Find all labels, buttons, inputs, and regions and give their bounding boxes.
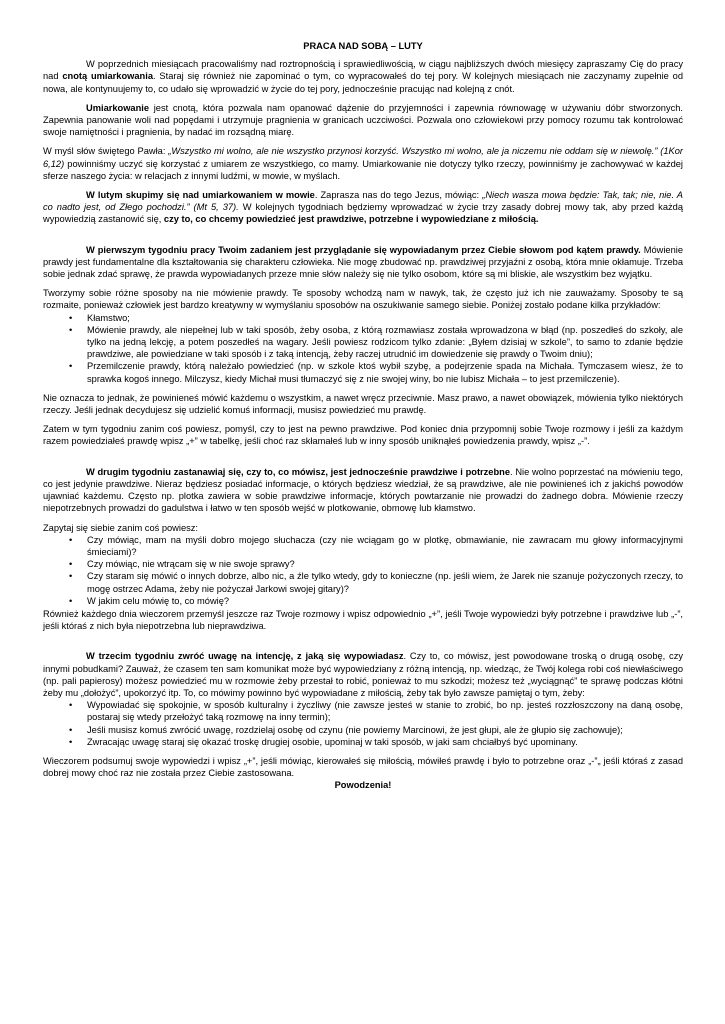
jesus-quote: „Niech wasza mowa będzie: Tak, tak; nie, nie. A co nadto jest, od Złego pochodzi.” (Mt 5, 37). [43,190,684,213]
list-item: • W jakim celu mówię to, co mówię? [87,595,683,607]
intro-text-2: . Staraj się również nie zapominać o tym, co wypracowałeś do tej pory. W kolejnych miesiącach nie zaczynamy zupełnie od nowa, ale kontynuujemy to, co udało się wprowadzić w życie do tej pory, jednocześnie pracując nad kolejną z cnót. [43,71,683,94]
week2-task-paragraph: Również każdego dnia wieczorem przemyśl jeszcze raz Twoje rozmowy i wpisz odpowiednio „+”, jeśli Twoje wypowiedzi były potrzebne i prawdziwe lub „-”, jeśli któraś z nich była niepotrzebna lub nieprawdziwa. [43,608,683,632]
section-gap [43,233,683,244]
section-gap [43,455,683,466]
week1-note-paragraph: Nie oznacza to jednak, że powinieneś mówić każdemu o wszystkim, a nawet wręcz przeciwnie. Masz prawo, a nawet obowiązek, mówienia tylko niektórych rzeczy. Jeśli jednak decydujesz się udzielić komuś informacji, musisz powiedzieć mu prawdę. [43,392,683,416]
paul-quote-paragraph [43,145,683,182]
list-item: • Mówienie prawdy, ale niepełnej lub w taki sposób, żeby osoba, z którą rozmawiasz została wprowadzona w błąd (np. poszedłeś do szkoły, ale tylko na jedną lekcję, a potem poszedłeś na wagary. Jeśli powiesz rodzicom tylko zdanie: „Byłem dzisiaj w szkole”, to samo to zdanie będzie prawdziwe, ale powiedziane w taki sposób i z taką intencją, żeby raczej utrudnić im dowiedzenie się prawdy o Twoim dniu); [87,324,683,361]
moderation-term: Umiarkowanie [86,102,150,113]
page-title: PRACA NAD SOBĄ – LUTY [303,41,423,51]
week1-list [43,312,683,385]
week1-task-paragraph: Zatem w tym tygodniu zanim coś powiesz, pomyśl, czy to jest na pewno prawdziwe. Pod koniec dnia przypomnij sobie Twoje rozmowy i jeśli za każdym razem powiedziałeś prawdę wpisz „+” w tabelkę, jeśli choć raz skłamałeś lub w inny sposób uniknąłeś powiedzenia prawdy, wpisz „-”. [43,424,683,447]
list-item: • Czy mówiąc, mam na myśli dobro mojego słuchacza (czy nie wciągam go w plotkę, obmawianie, nie zawracam mu głowy informacyjnymi śmieciami)? [87,534,683,558]
february-bold: W lutym skupimy się nad umiarkowaniem w mowie [86,190,315,201]
week2-paragraph [43,466,683,515]
list-item: • Kłamstwo; [87,312,683,324]
week3-list [43,699,683,748]
intro-paragraph [43,58,683,95]
list-item: • Jeśli musisz komuś zwrócić uwagę, rozdzielaj osobę od czynu (nie powiemy Marcinowi, że jest głupi, ale że głupio się zachowuje); [87,724,683,736]
closing-paragraph: Wieczorem podsumuj swoje wypowiedzi i wpisz „+”, jeśli mówiąc, kierowałeś się miłością, mówiłeś prawdę i było to potrzebne oraz „-”„ jeśli któraś z zasad dobrej mowy choć raz nie została przez Ciebie zastosowana. [43,755,683,779]
week3-text: . Czy to, co mówisz, jest powodowane troską o drugą osobę, czy innymi pobudkami? Zauważ, że czasem ten sam komunikat może być wypowiedziany z różną intencją, np. wiedząc, że Twój kolega robi coś niewłaściwego (np. pali papierosy) możesz powiedzieć mu w rozmowie żeby przestał to robić, ponieważ to mu szkodzi; możesz też „wyciągnąć” te sprawę podczas kłótni żeby mu „dołożyć”, upokorzyć itp. To, co mówimy powinno być wypowiadane z miłością, żeby tak było zawsze pamiętaj o tym, żeby: [43,651,684,698]
week2-bold: W drugim tygodniu zastanawiaj się, czy to, co mówisz, jest jednocześnie prawdziwe i potrzebne [86,466,511,477]
final-wish: Powodzenia! [334,780,392,791]
list-item: • Czy mówiąc, nie wtrącam się w nie swoje sprawy? [87,558,683,570]
week1-paragraph [43,244,683,281]
february-focus-paragraph [43,189,683,226]
february-text-1: . Zaprasza nas do tego Jezus, mówiąc: [314,190,483,201]
intro-bold: cnotą umiarkowania [62,71,153,82]
paul-quote: „Wszystko mi wolno, ale nie wszystko przynosi korzyść. Wszystko mi wolno, ale ja niczemu nie oddam się w niewolę.” (1Kor 6,12) [43,146,683,169]
list-item: • Przemilczenie prawdy, którą należało powiedzieć (np. w szkole ktoś wybił szybę, a podejrzenie spada na Michała. Tymczasem wiesz, że to sprawka kogoś innego. Milczysz, kiedy Michał musi tłumaczyć się z nie swojej winy, bo nie lubisz Michała – to jest przemilczenie). [87,360,683,384]
list-item: • Czy staram się mówić o innych dobrze, albo nic, a źle tylko wtedy, gdy to konieczne (np. jeśli wiem, że Jarek nie szanuje pożyczonych rzeczy, to mogę ostrzec Adama, żeby nie pożyczał Jarkowi swojej gitary)? [87,570,683,594]
section-gap [43,639,683,650]
paul-text-2: powinniśmy uczyć się korzystać z umiarem ze wszystkiego, co mamy. Umiarkowanie nie dotyczy tylko rzeczy, powinniśmy je zachowywać w każdej sferze naszego życia: w relacjach z innymi ludźmi, w mowie, w myślach. [43,158,683,181]
moderation-text: jest cnotą, która pozwala nam opanować dążenie do przyjemności i zapewnia równowagę w używaniu dóbr stworzonych. Zapewnia panowanie woli nad popędami i utrzymuje pragnienia w granicach uczciwości. Pozwala ono człowiekowi przy pomocy rozumu tak kontrolować swoje namiętności i pragnienia, by nadać im rozsądną miarę. [43,102,683,138]
list-item: • Zwracając uwagę staraj się okazać troskę drugiej osobie, upominaj w taki sposób, w jaki sam chciałbyś być upominany. [87,736,683,748]
week2-question-intro: Zapytaj się siebie zanim coś powiesz: [43,522,199,533]
week3-paragraph [43,650,683,699]
week1-text: Mówienie prawdy jest fundamentalne dla kształtowania się charakteru człowieka. Nie mogę zbudować np. prawdziwej przyjaźni z osobą, która mnie okłamuje. Trzeba sobie jednak zdać sprawę, że prawda wypowiadanych przeze mnie słów należy się nie tylko osobom, które są mi bliskie, ale wszystkim bez wyjątku. [43,244,683,280]
week3-bold: W trzecim tygodniu zwróć uwagę na intencję, z jaką się wypowiadasz [86,651,404,662]
moderation-definition [43,102,683,139]
february-text-2: W kolejnych tygodniach będziemy wprowadzać w życie trzy zasady dobrej mowy tak, aby przed każdą wypowiedzią zastanowić się, [43,202,683,225]
week1-bold: W pierwszym tygodniu pracy Twoim zadaniem jest przyglądanie się wypowiadanym przez Ciebie słowom pod kątem prawdy. [86,244,641,255]
week2-text: . Nie wolno poprzestać na mówieniu tego, co jest jedynie prawdziwe. Nieraz będziesz posiadać informacje, o których będziesz wiedział, że są prawdziwe, ale nie powinieneś ich z jakichś powodów ujawniać każdemu. Często np. plotka zawiera w sobie prawdziwe informacje, których powtarzanie nie prowadzi do żadnego dobra. Mówienie rzeczy niepotrzebnych prowadzi do gadulstwa i łatwo w ten sposób wejść w plotkowanie, obmowę lub kłamstwo. [43,466,684,514]
paul-text-1: W myśl słów świętego Pawła: [43,146,169,157]
week2-list [43,534,683,607]
week1-ways-paragraph: Tworzymy sobie różne sposoby na nie mówienie prawdy. Te sposoby wchodzą nam w nawyk, tak, że często już ich nie zauważamy. Sposoby te są rozmaite, ponieważ człowiek jest bardzo kreatywny w wymyślaniu sposobów na oszukiwanie samego siebie. Poniżej zostało podane kilka przykładów: [43,288,683,311]
intro-text-1: W poprzednich miesiącach pracowaliśmy nad roztropnością i sprawiedliwością, w ciągu najbliższych dwóch miesięcy zapraszamy Cię do pracy nad [43,59,683,82]
february-bold-2: czy to, co chcemy powiedzieć jest prawdziwe, potrzebne i wypowiedziane z miłością. [163,214,539,225]
list-item: • Wypowiadać się spokojnie, w sposób kulturalny i życzliwy (nie zawsze jesteś w stanie to zrobić, bo np. jesteś rozzłoszczony na daną osobę, postaraj się wtedy przełożyć taką rozmowę na inny termin); [87,699,683,723]
